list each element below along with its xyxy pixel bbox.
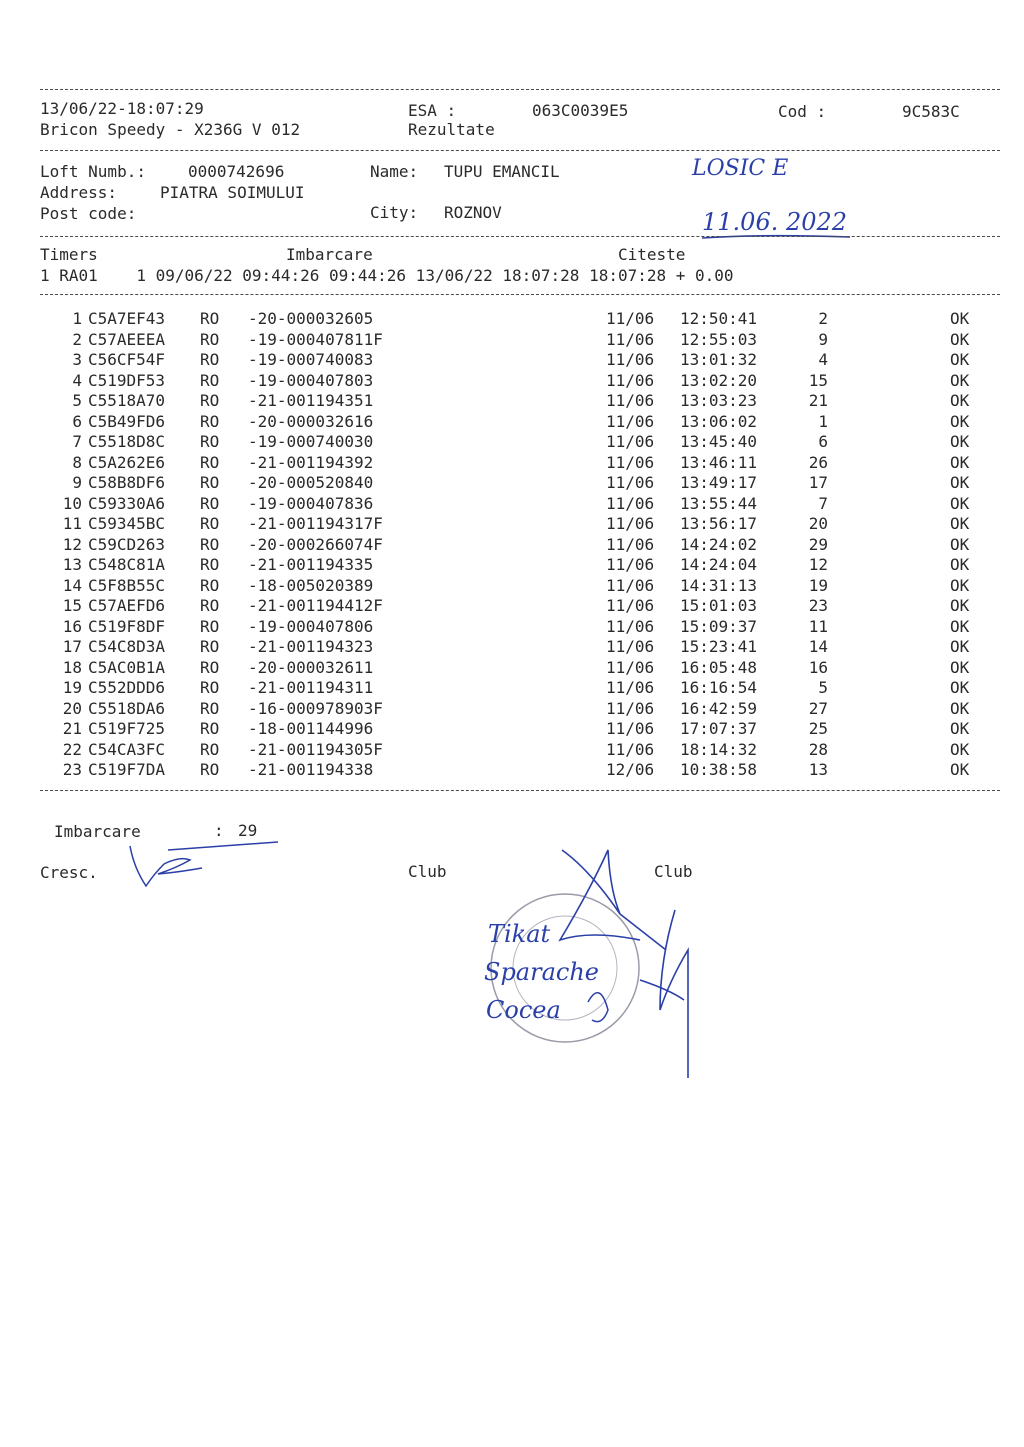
status-ok: OK [950,657,970,677]
row-index: 12 [62,534,82,554]
position-number: 17 [808,473,828,492]
row-index: 19 [62,678,82,697]
result-row [0,534,1024,557]
result-row [0,616,1024,639]
ring-number: -20-000032611 [248,657,374,677]
arrival-date: 11/06 [606,329,655,349]
handwritten-race-name: LOSIC E [692,156,789,181]
status-ok: OK [950,514,970,533]
status-ok: OK [950,329,970,349]
arrival-date: 11/06 [606,678,655,697]
ring-number: -20-000266074F [248,534,383,554]
result-row [0,393,1024,413]
status-ok: OK [950,739,970,759]
ring-chip-id: C519F725 [88,719,166,738]
position-number: 5 [818,678,828,697]
arrival-date: 11/06 [606,596,655,615]
result-row [0,311,1024,331]
club-label-2: Club [654,862,693,881]
country-code: RO [200,411,220,431]
address-value: PIATRA SOIMULUI [160,183,305,202]
row-index: 9 [72,473,82,492]
status-ok: OK [950,616,970,636]
arrival-date: 11/06 [606,739,655,759]
country-code: RO [200,760,220,779]
arrival-time: 16:16:54 [680,678,758,697]
country-code: RO [200,678,220,697]
position-number: 19 [808,575,828,595]
handwritten-race-date: 11.06. 2022 [702,208,848,236]
ring-chip-id: C57AEEEA [88,329,166,349]
position-number: 16 [808,657,828,677]
result-row [0,762,1024,782]
ring-chip-id: C519F7DA [88,760,166,779]
loft-number: 0000742696 [188,162,285,181]
arrival-time: 15:23:41 [680,637,758,656]
loft-number-label: Loft Numb.: [40,162,146,181]
ring-chip-id: C519F8DF [88,616,166,636]
status-ok: OK [950,637,970,656]
result-row [0,329,1024,352]
status-ok: OK [950,534,970,554]
arrival-time: 13:55:44 [680,493,758,513]
ring-chip-id: C5AC0B1A [88,657,166,677]
ring-number: -20-000032616 [248,411,374,431]
result-row [0,739,1024,762]
arrival-time: 13:56:17 [680,514,758,533]
ring-number: -21-001194335 [248,555,374,574]
ring-chip-id: C59345BC [88,514,166,533]
club-stamp-and-signatures [470,830,710,1080]
esa-label: ESA : [408,101,457,120]
status-ok: OK [950,309,970,328]
address-label: Address: [40,183,118,202]
rule-after-results [40,790,1000,791]
position-number: 11 [808,616,828,636]
status-ok: OK [950,698,970,718]
position-number: 4 [818,350,828,369]
position-number: 7 [818,493,828,513]
country-code: RO [200,575,220,595]
signature-flourish [588,993,608,1022]
ring-number: -21-001194323 [248,637,374,656]
result-row [0,575,1024,598]
country-code: RO [200,534,220,554]
handwritten-underline [700,232,860,242]
country-code: RO [200,739,220,759]
position-number: 1 [818,411,828,431]
arrival-date: 11/06 [606,391,655,410]
arrival-date: 11/06 [606,493,655,513]
ring-number: -19-000407811F [248,329,383,349]
status-ok: OK [950,719,970,738]
ring-number: -21-001194338 [248,760,374,779]
position-number: 9 [818,329,828,349]
country-code: RO [200,493,220,513]
row-index: 15 [62,596,82,615]
ring-chip-id: C552DDD6 [88,678,166,697]
result-row [0,698,1024,721]
ring-chip-id: C5A262E6 [88,452,166,472]
position-number: 20 [808,514,828,533]
result-row [0,657,1024,680]
imbarcare-header: Imbarcare [286,245,373,264]
result-row [0,370,1024,393]
ring-number: -19-000407836 [248,493,374,513]
ring-chip-id: C59330A6 [88,493,166,513]
club-label-1: Club [408,862,447,881]
arrival-date: 11/06 [606,473,655,492]
arrival-time: 13:49:17 [680,473,758,492]
status-ok: OK [950,678,970,697]
ring-number: -20-000520840 [248,473,374,492]
signature-name-3: Cocea [486,996,561,1024]
fancier-name: TUPU EMANCIL [444,162,560,181]
arrival-time: 12:50:41 [680,309,758,328]
arrival-time: 13:06:02 [680,411,758,431]
status-ok: OK [950,432,970,451]
ring-chip-id: C54C8D3A [88,637,166,656]
result-row [0,639,1024,659]
arrival-date: 11/06 [606,411,655,431]
country-code: RO [200,514,220,533]
citeste-header: Citeste [618,245,686,264]
ring-chip-id: C5F8B55C [88,575,166,595]
row-index: 13 [62,555,82,574]
timers-header: Timers [40,245,98,264]
arrival-date: 11/06 [606,514,655,533]
arrival-date: 11/06 [606,719,655,738]
status-ok: OK [950,760,970,779]
country-code: RO [200,616,220,636]
status-ok: OK [950,473,970,492]
country-code: RO [200,329,220,349]
position-number: 29 [808,534,828,554]
result-row [0,352,1024,372]
row-index: 14 [62,575,82,595]
arrival-time: 15:09:37 [680,616,758,636]
country-code: RO [200,452,220,472]
row-index: 21 [62,719,82,738]
result-row [0,721,1024,741]
row-index: 23 [62,760,82,779]
arrival-time: 16:05:48 [680,657,758,677]
arrival-time: 13:02:20 [680,370,758,390]
status-ok: OK [950,493,970,513]
arrival-date: 11/06 [606,534,655,554]
ring-chip-id: C548C81A [88,555,166,574]
country-code: RO [200,391,220,410]
ring-number: -21-001194351 [248,391,374,410]
country-code: RO [200,473,220,492]
row-index: 6 [72,411,82,431]
arrival-time: 13:45:40 [680,432,758,451]
arrival-time: 13:01:32 [680,350,758,369]
ring-chip-id: C57AEFD6 [88,596,166,615]
country-code: RO [200,432,220,451]
row-index: 2 [72,329,82,349]
country-code: RO [200,370,220,390]
row-index: 4 [72,370,82,390]
report-title: Rezultate [408,120,495,139]
row-index: 20 [62,698,82,718]
position-number: 21 [808,391,828,410]
row-index: 18 [62,657,82,677]
ring-number: -19-000407806 [248,616,374,636]
arrival-date: 11/06 [606,309,655,328]
result-row [0,475,1024,495]
ring-chip-id: C5A7EF43 [88,309,166,328]
row-index: 10 [62,493,82,513]
country-code: RO [200,350,220,369]
ring-number: -19-000740030 [248,432,374,451]
ring-chip-id: C5B49FD6 [88,411,166,431]
timer-line: 1 RA01 1 09/06/22 09:44:26 09:44:26 13/06/22 18:07:28 18:07:28 + 0.00 [40,266,734,285]
row-index: 11 [62,514,82,533]
ring-chip-id: C5518A70 [88,391,166,410]
arrival-date: 12/06 [606,760,655,779]
arrival-time: 12:55:03 [680,329,758,349]
print-datetime: 13/06/22-18:07:29 [40,99,204,118]
arrival-time: 17:07:37 [680,719,758,738]
status-ok: OK [950,370,970,390]
row-index: 1 [72,309,82,328]
arrival-date: 11/06 [606,637,655,656]
status-ok: OK [950,596,970,615]
position-number: 6 [818,432,828,451]
arrival-time: 18:14:32 [680,739,758,759]
position-number: 25 [808,719,828,738]
result-row [0,452,1024,475]
esa-value: 063C0039E5 [532,101,629,120]
position-number: 28 [808,739,828,759]
row-index: 8 [72,452,82,472]
arrival-time: 14:24:04 [680,555,758,574]
cresc-label: Cresc. [40,863,98,882]
arrival-date: 11/06 [606,432,655,451]
result-row [0,434,1024,454]
ring-chip-id: C54CA3FC [88,739,166,759]
cod-value: 9C583C [902,102,960,121]
result-row [0,516,1024,536]
status-ok: OK [950,575,970,595]
status-ok: OK [950,411,970,431]
ring-chip-id: C519DF53 [88,370,166,390]
top-rule [40,89,1000,90]
signature-name-1: Tikat [488,920,551,948]
ring-number: -21-001194311 [248,678,374,697]
city-label: City: [370,203,419,222]
rule-after-loft [40,236,1000,237]
arrival-time: 13:46:11 [680,452,758,472]
club-signature-star [560,850,666,950]
position-number: 2 [818,309,828,328]
rule-after-timers [40,294,1000,295]
imbarcare-count-sep: : [214,821,224,840]
imbarcare-count-label: Imbarcare [54,822,141,841]
ring-chip-id: C59CD263 [88,534,166,554]
ring-chip-id: C56CF54F [88,350,166,369]
arrival-time: 14:24:02 [680,534,758,554]
result-row [0,598,1024,618]
position-number: 13 [808,760,828,779]
position-number: 27 [808,698,828,718]
breeder-signature [120,838,290,894]
status-ok: OK [950,350,970,369]
arrival-date: 11/06 [606,616,655,636]
country-code: RO [200,555,220,574]
result-row [0,411,1024,434]
device-name: Bricon Speedy - X236G V 012 [40,120,301,139]
ring-number: -21-001194412F [248,596,383,615]
arrival-time: 15:01:03 [680,596,758,615]
arrival-date: 11/06 [606,452,655,472]
arrival-time: 10:38:58 [680,760,758,779]
status-ok: OK [950,452,970,472]
ring-chip-id: C5518DA6 [88,698,166,718]
imbarcare-count-value: 29 [238,821,258,840]
arrival-time: 16:42:59 [680,698,758,718]
ring-number: -21-001194392 [248,452,374,472]
arrival-time: 14:31:13 [680,575,758,595]
ring-number: -21-001194317F [248,514,383,533]
ring-chip-id: C58B8DF6 [88,473,166,492]
position-number: 14 [808,637,828,656]
ring-number: -18-001144996 [248,719,374,738]
country-code: RO [200,637,220,656]
arrival-date: 11/06 [606,698,655,718]
ring-number: -19-000740083 [248,350,374,369]
position-number: 23 [808,596,828,615]
row-index: 5 [72,391,82,410]
arrival-date: 11/06 [606,350,655,369]
city-value: ROZNOV [444,203,502,222]
country-code: RO [200,719,220,738]
result-row [0,493,1024,516]
ring-number: -19-000407803 [248,370,374,390]
position-number: 12 [808,555,828,574]
position-number: 26 [808,452,828,472]
signature-name-2: Sparache [484,958,599,986]
country-code: RO [200,596,220,615]
result-row [0,680,1024,700]
status-ok: OK [950,555,970,574]
arrival-date: 11/06 [606,575,655,595]
postcode-label: Post code: [40,204,137,223]
row-index: 22 [62,739,82,759]
ring-number: -16-000978903F [248,698,383,718]
ring-number: -20-000032605 [248,309,374,328]
arrival-date: 11/06 [606,370,655,390]
country-code: RO [200,309,220,328]
row-index: 17 [62,637,82,656]
ring-number: -18-005020389 [248,575,374,595]
rule-after-header [40,150,1000,151]
country-code: RO [200,657,220,677]
arrival-date: 11/06 [606,657,655,677]
row-index: 3 [72,350,82,369]
cod-label: Cod : [778,102,827,121]
status-ok: OK [950,391,970,410]
name-label: Name: [370,162,419,181]
result-row [0,557,1024,577]
arrival-date: 11/06 [606,555,655,574]
arrival-time: 13:03:23 [680,391,758,410]
ring-chip-id: C5518D8C [88,432,166,451]
country-code: RO [200,698,220,718]
row-index: 16 [62,616,82,636]
ring-number: -21-001194305F [248,739,383,759]
row-index: 7 [72,432,82,451]
position-number: 15 [808,370,828,390]
